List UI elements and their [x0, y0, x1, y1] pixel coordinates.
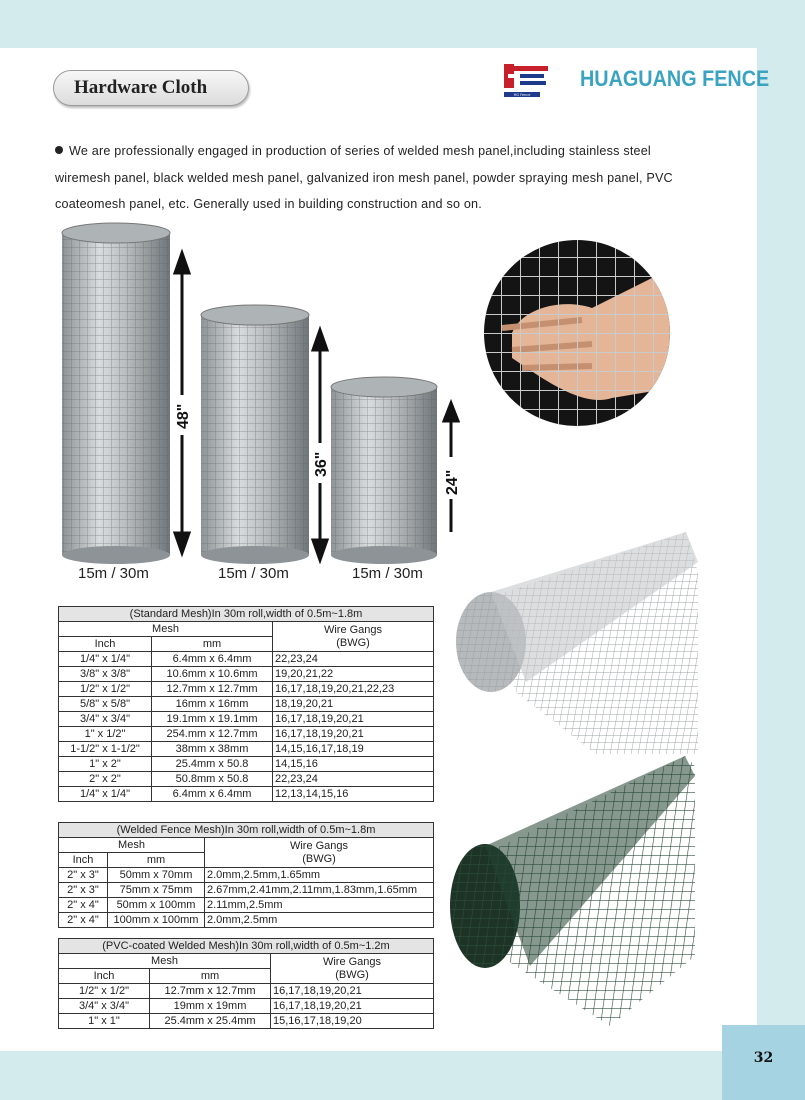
table-row: 1" x 2" 25.4mm x 50.8 14,15,16	[59, 757, 434, 772]
roll-48	[62, 223, 170, 564]
bullet-icon	[55, 146, 63, 154]
mesh-header: Mesh	[59, 954, 271, 969]
mesh-closeup-photo	[482, 238, 672, 428]
intro-paragraph	[55, 138, 715, 218]
mesh-header: Mesh	[59, 838, 205, 853]
section-title-text: Hardware Cloth	[74, 77, 208, 98]
table-row: 1" x 1" 25.4mm x 25.4mm 15,16,17,18,19,20	[59, 1014, 434, 1029]
table-row: 2" x 4" 100mm x 100mm 2.0mm,2.5mm	[59, 913, 434, 928]
roll-height-label-3: 24"	[444, 469, 461, 495]
roll-height-label-2: 36"	[313, 451, 330, 477]
gauge-header: Wire Gangs (BWG)	[205, 838, 434, 868]
inch-header: Inch	[59, 969, 150, 984]
company-logo	[502, 60, 552, 100]
table-row: 1" x 1/2" 254.mm x 12.7mm 16,17,18,19,20,21	[59, 727, 434, 742]
intro-line-1: We are professionally engaged in production of series of welded mesh panel,including stainless steel	[55, 138, 715, 165]
roll-36	[201, 305, 309, 564]
roll-length-1: 15m / 30m	[78, 565, 149, 582]
mm-header: mm	[152, 637, 273, 652]
table-row: 2" x 3" 75mm x 75mm 2.67mm,2.41mm,2.11mm,1.83mm,1.65mm	[59, 883, 434, 898]
table-row: 5/8" x 5/8" 16mm x 16mm 18,19,20,21	[59, 697, 434, 712]
welded-fence-mesh-table	[58, 822, 434, 928]
roll-height-label-1: 48"	[175, 403, 192, 429]
gauge-header: Wire Gangs (BWG)	[271, 954, 434, 984]
standard-mesh-table	[58, 606, 434, 802]
table-row: 3/4" x 3/4" 19mm x 19mm 16,17,18,19,20,21	[59, 999, 434, 1014]
pvc-mesh-photo	[440, 756, 695, 1026]
rolls-illustration	[55, 215, 475, 605]
mm-header: mm	[150, 969, 271, 984]
welded-table-title: (Welded Fence Mesh)In 30m roll,width of 0.5m~1.8m	[59, 823, 434, 838]
table-row: 2" x 4" 50mm x 100mm 2.11mm,2.5mm	[59, 898, 434, 913]
standard-table-title: (Standard Mesh)In 30m roll,width of 0.5m~1.8m	[59, 607, 434, 622]
intro-line-2: wiremesh panel, black welded mesh panel, galvanized iron mesh panel, powder spraying mesh panel, PVC	[55, 170, 673, 185]
galvanized-mesh-photo	[446, 532, 698, 754]
section-title	[53, 70, 249, 106]
pvc-table-title: (PVC-coated Welded Mesh)In 30m roll,width of 0.5m~1.2m	[59, 939, 434, 954]
table-row: 3/8" x 3/8" 10.6mm x 10.6mm 19,20,21,22	[59, 667, 434, 682]
roll-length-3: 15m / 30m	[352, 565, 423, 582]
gauge-header: Wire Gangs (BWG)	[273, 622, 434, 652]
inch-header: Inch	[59, 637, 152, 652]
table-row: 1-1/2" x 1-1/2" 38mm x 38mm 14,15,16,17,18,19	[59, 742, 434, 757]
table-row: 1/4" x 1/4" 6.4mm x 6.4mm 22,23,24	[59, 652, 434, 667]
roll-24	[331, 377, 437, 564]
pvc-coated-mesh-table	[58, 938, 434, 1029]
intro-line-3: coateomesh panel, etc. Generally used in building construction and so on.	[55, 197, 482, 211]
logo-text: HG Fence	[513, 93, 531, 97]
table-row: 1/2" x 1/2" 12.7mm x 12.7mm 16,17,18,19,20,21,22,23	[59, 682, 434, 697]
mesh-header: Mesh	[59, 622, 273, 637]
table-row: 1/4" x 1/4" 6.4mm x 6.4mm 12,13,14,15,16	[59, 787, 434, 802]
inch-header: Inch	[59, 853, 108, 868]
mm-header: mm	[108, 853, 205, 868]
table-row: 2" x 2" 50.8mm x 50.8 22,23,24	[59, 772, 434, 787]
table-row: 1/2" x 1/2" 12.7mm x 12.7mm 16,17,18,19,20,21	[59, 984, 434, 999]
page-number: 32	[753, 1050, 774, 1066]
roll-length-2: 15m / 30m	[218, 565, 289, 582]
brand-name: HUAGUANG FENCE	[580, 66, 770, 91]
table-row: 2" x 3" 50mm x 70mm 2.0mm,2.5mm,1.65mm	[59, 868, 434, 883]
table-row: 3/4" x 3/4" 19.1mm x 19.1mm 16,17,18,19,20,21	[59, 712, 434, 727]
